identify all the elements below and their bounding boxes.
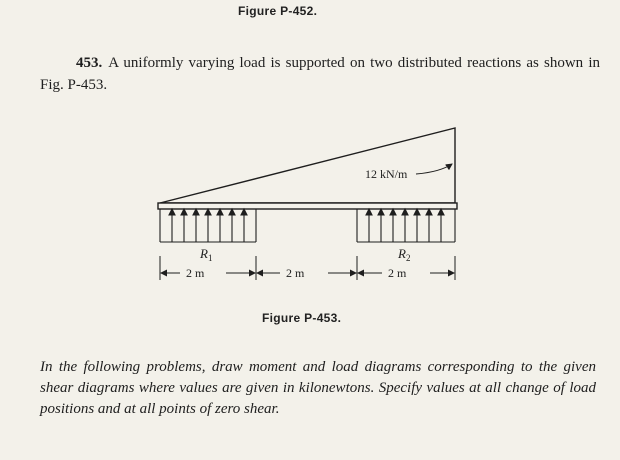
dimension-label-3: 2 m — [388, 266, 407, 280]
dimension-label-1: 2 m — [186, 266, 205, 280]
figure-caption-p453: Figure P-453. — [262, 311, 342, 325]
problem-text: A uniformly varying load is supported on two distributed reactions as shown in Fig. P-453. — [40, 55, 600, 93]
load-intensity-label: 12 kN/m — [365, 167, 408, 181]
problem-statement — [40, 52, 600, 96]
load-label-leader — [416, 164, 452, 174]
problem-number: 453. — [76, 55, 103, 71]
reaction-r2-label: $R_2$ — [398, 246, 411, 263]
beam-figure — [150, 120, 470, 295]
left-distributed-reaction — [160, 209, 256, 242]
beam — [158, 203, 457, 209]
dimension-label-2: 2 m — [286, 266, 305, 280]
instructions-paragraph: In the following problems, draw moment and load diagrams corresponding to the given shear diagrams where values are given in kilonewtons. Specify values at all change of load positions and at all points of zero shear. — [40, 359, 596, 417]
reaction-r1-label: $R_1$ — [200, 246, 213, 263]
triangular-load — [160, 128, 455, 203]
figure-caption-p452: Figure P-452. — [238, 4, 318, 18]
right-distributed-reaction — [357, 209, 455, 242]
